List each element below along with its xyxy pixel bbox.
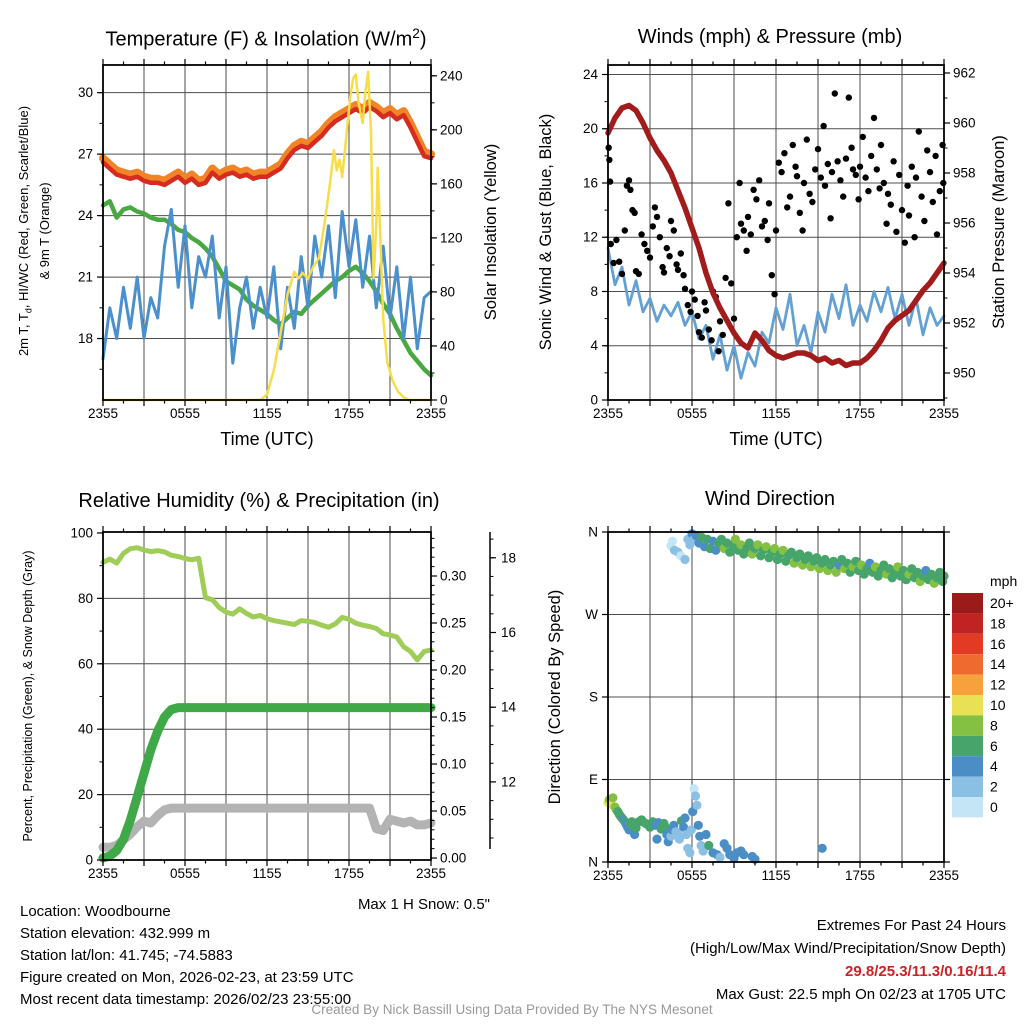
scatter-point-wind-gust (769, 272, 775, 278)
scatter-point-wind-gust (840, 193, 846, 199)
x-axis-label-temp: Time (UTC) (220, 429, 314, 449)
x-tick-label: 0555 (676, 406, 708, 421)
scatter-point-wind-gust (909, 164, 915, 170)
colorbar-swatch (952, 654, 983, 674)
scatter-point-wind-gust (937, 188, 943, 194)
scatter-point-wind-gust (743, 248, 749, 254)
y-tick-label-left: N (588, 854, 598, 870)
y-tick-label-left: 30 (77, 85, 93, 101)
scatter-point-wind-gust (678, 250, 684, 256)
scatter-point-wind-gust (657, 234, 663, 240)
scatter-point-wind-gust (668, 218, 674, 224)
y-tick-label-right: 950 (953, 365, 976, 381)
scatter-point-wind-gust (918, 193, 924, 199)
wind-direction-point (685, 848, 694, 857)
y-tick-label-left: 21 (77, 269, 93, 285)
footer-created: Figure created on Mon, 2026-02-23, at 23:59 UTC (20, 969, 354, 986)
scatter-point-wind-gust (652, 204, 658, 210)
y-tick-label-left: 80 (77, 590, 93, 606)
y-tick-label-left: N (588, 524, 598, 540)
scatter-point-wind-gust (753, 196, 759, 202)
colorbar-tick-label: 8 (990, 717, 998, 734)
scatter-point-wind-gust (799, 227, 805, 233)
x-tick-label: 1755 (844, 868, 876, 883)
scatter-point-wind-gust (794, 173, 800, 179)
y-tick-label-left: 20 (77, 787, 93, 803)
scatter-point-wind-gust (801, 180, 807, 186)
scatter-point-wind-gust (759, 223, 765, 229)
scatter-point-wind-gust (885, 191, 891, 197)
scatter-point-wind-gust (622, 227, 628, 233)
snow-axis-tick-label: 14 (501, 699, 517, 715)
y-tick-label-left: 16 (582, 175, 598, 191)
wind-direction-point (701, 830, 710, 839)
scatter-point-wind-gust (829, 169, 835, 175)
title-superscript: 2 (412, 26, 420, 41)
y-tick-label-right: 0.05 (440, 803, 467, 819)
title-text: ) (419, 28, 427, 51)
scatter-point-wind-gust (916, 128, 922, 134)
y-tick-label-right: 0.20 (440, 662, 467, 678)
scatter-point-wind-gust (664, 245, 670, 251)
scatter-point-wind-gust (610, 260, 616, 266)
wind-direction-point (818, 844, 827, 853)
scatter-point-wind-gust (708, 337, 714, 343)
scatter-point-wind-gust (818, 174, 824, 180)
y-tick-label-right: 952 (953, 315, 976, 331)
y-tick-label-left: W (585, 607, 598, 622)
scatter-point-wind-gust (888, 202, 894, 208)
colorbar-swatch (952, 634, 983, 654)
scatter-point-wind-gust (720, 332, 726, 338)
scatter-point-wind-gust (675, 267, 681, 273)
scatter-point-wind-gust (722, 275, 728, 281)
scatter-point-wind-gust (790, 142, 796, 148)
y-tick-label-left: 40 (77, 721, 93, 737)
scatter-point-wind-gust (636, 271, 642, 277)
y-tick-label-right: 958 (953, 165, 976, 181)
scatter-point-wind-gust (871, 115, 877, 121)
scatter-point-wind-gust (848, 145, 854, 151)
wind-direction-point (680, 813, 689, 822)
snow-axis-tick-label: 12 (501, 774, 517, 790)
chart-title-wind-direction: Wind Direction (704, 488, 836, 510)
scatter-point-wind-gust (827, 215, 833, 221)
y-tick-label-right: 0.25 (440, 615, 467, 631)
scatter-point-wind-gust (738, 221, 744, 227)
scatter-point-wind-gust (876, 185, 882, 191)
footer-elevation: Station elevation: 432.999 m (20, 925, 211, 942)
scatter-point-wind-gust (812, 166, 818, 172)
credit-line: Created By Nick Bassill Using Data Provided By The NYS Mesonet (311, 1002, 713, 1017)
y-tick-label-left: 24 (582, 66, 598, 82)
footer-latlon: Station lat/lon: 41.745; -74.5883 (20, 947, 233, 964)
scatter-point-wind-gust (717, 318, 723, 324)
scatter-point-wind-gust (694, 313, 700, 319)
scatter-point-wind-gust (862, 174, 868, 180)
scatter-point-wind-gust (654, 214, 660, 220)
y-tick-label-left: 27 (77, 146, 93, 162)
scatter-point-wind-gust (850, 166, 856, 172)
scatter-point-wind-gust (904, 183, 910, 189)
x-tick-label: 2355 (592, 868, 624, 883)
scatter-point-wind-gust (815, 146, 821, 152)
scatter-point-wind-gust (715, 348, 721, 354)
wind-direction-point (739, 850, 748, 859)
y-tick-label-left: S (588, 689, 598, 705)
scatter-point-wind-gust (883, 221, 889, 227)
wind-direction-point (692, 801, 701, 810)
x-tick-label: 1755 (333, 866, 365, 881)
footer-location: Location: Woodbourne (20, 903, 171, 920)
colorbar-tick-label: 2 (990, 778, 998, 795)
scatter-point-wind-gust (934, 231, 940, 237)
scatter-point-wind-gust (641, 241, 647, 247)
scatter-point-wind-gust (843, 155, 849, 161)
scatter-point-wind-gust (860, 134, 866, 140)
scatter-point-wind-gust (771, 291, 777, 297)
scatter-point-wind-gust (865, 188, 871, 194)
scatter-point-wind-gust (776, 160, 782, 166)
scatter-point-wind-gust (913, 174, 919, 180)
scatter-point-wind-gust (685, 302, 691, 308)
snow-axis-tick-label: 16 (501, 624, 517, 640)
colorbar-tick-label: 16 (990, 635, 1006, 652)
x-tick-label: 1155 (252, 866, 282, 881)
scatter-point-wind-gust (741, 227, 747, 233)
y-tick-label-left: 100 (70, 525, 93, 541)
scatter-point-wind-gust (804, 136, 810, 142)
colorbar-swatch (952, 613, 983, 633)
scatter-point-wind-gust (773, 227, 779, 233)
scatter-point-wind-gust (680, 272, 686, 278)
x-axis-label-winds: Time (UTC) (729, 429, 823, 449)
scatter-point-wind-gust (825, 161, 831, 167)
x-tick-label: 2355 (87, 866, 119, 881)
axis-label-line1: 2m T, $T_d$, HI/WC (Red, Green, Scarlet/Blue) (16, 105, 34, 357)
scatter-point-wind-gust (703, 307, 709, 313)
scatter-point-wind-gust (701, 299, 707, 305)
scatter-point-wind-gust (748, 231, 754, 237)
y-tick-label-right: 0 (440, 392, 448, 408)
footer-timestamp: Most recent data timestamp: 2026/02/23 23:55:00 (20, 991, 352, 1008)
chart-title-humidity: Relative Humidity (%) & Precipitation (in) (78, 490, 440, 512)
scatter-point-wind-gust (627, 187, 633, 193)
scatter-point-wind-gust (832, 90, 838, 96)
colorbar-tick-label: 10 (990, 697, 1006, 713)
axis-label-direction-left: Direction (Colored By Speed) (546, 589, 564, 805)
colorbar-swatch (952, 756, 983, 776)
scatter-point-wind-gust (820, 123, 826, 129)
y-tick-label-left: 18 (77, 331, 93, 347)
y-tick-label-left: 0 (590, 392, 598, 408)
scatter-point-wind-gust (906, 212, 912, 218)
colorbar-swatch (952, 736, 983, 756)
scatter-point-wind-gust (911, 234, 917, 240)
scatter-point-wind-gust (855, 196, 861, 202)
axis-label-temp-left (16, 41, 52, 421)
colorbar-tick-label: 12 (990, 676, 1006, 693)
scatter-point-wind-gust (750, 187, 756, 193)
scatter-point-wind-gust (837, 177, 843, 183)
scatter-point-wind-gust (666, 253, 672, 259)
scatter-point-wind-gust (781, 150, 787, 156)
scatter-point-wind-gust (846, 94, 852, 100)
scatter-point-wind-gust (728, 280, 734, 286)
scatter-point-wind-gust (762, 218, 768, 224)
scatter-point-wind-gust (778, 169, 784, 175)
x-tick-label: 2355 (928, 868, 960, 883)
colorbar-tick-label: 6 (990, 737, 998, 754)
y-tick-label-left: 0 (85, 852, 93, 868)
colorbar-swatch (952, 593, 983, 613)
wind-direction-point (668, 537, 677, 546)
chart-title-temperature (60, 26, 472, 52)
colorbar-tick-label: 4 (990, 758, 998, 775)
y-tick-label-right: 0.10 (440, 756, 467, 772)
chart-title-winds: Winds (mph) & Pressure (mb) (637, 26, 903, 48)
scatter-point-wind-gust (626, 177, 632, 183)
colorbar-unit-label: mph (990, 573, 1018, 589)
scatter-point-wind-gust (787, 193, 793, 199)
scatter-point-wind-gust (706, 326, 712, 332)
x-tick-label: 1755 (844, 406, 876, 421)
scatter-point-wind-gust (613, 237, 619, 243)
colorbar-swatch (952, 777, 983, 797)
scatter-point-wind-gust (893, 229, 899, 235)
scatter-point-wind-gust (822, 183, 828, 189)
axis-label-pressure-right: Station Pressure (Maroon) (990, 135, 1008, 329)
y-tick-label-right: 80 (440, 284, 456, 300)
scatter-point-wind-gust (638, 231, 644, 237)
extremes-title: Extremes For Past 24 Hours (816, 917, 1006, 934)
scatter-point-wind-gust (797, 210, 803, 216)
wind-direction-point (715, 853, 724, 862)
scatter-point-wind-gust (756, 177, 762, 183)
extremes-values: 29.8/25.3/11.3/0.16/11.4 (845, 963, 1006, 980)
scatter-point-wind-gust (809, 199, 815, 205)
scatter-point-wind-gust (927, 169, 933, 175)
x-tick-label: 1155 (252, 406, 282, 421)
axis-label-insolation-right: Solar Insolation (Yellow) (482, 143, 500, 321)
scatter-point-wind-gust (692, 296, 698, 302)
scatter-point-wind-gust (878, 142, 884, 148)
x-tick-label: 0555 (676, 868, 708, 883)
y-tick-label-right: 960 (953, 115, 976, 131)
y-tick-label-right: 962 (953, 65, 976, 81)
scatter-point-wind-gust (696, 329, 702, 335)
colorbar-swatch (952, 675, 983, 695)
scatter-point-wind-gust (745, 214, 751, 220)
scatter-point-wind-gust (792, 164, 798, 170)
scatter-point-wind-gust (902, 240, 908, 246)
scatter-point-wind-gust (631, 210, 637, 216)
wind-direction-point (608, 793, 617, 802)
scatter-point-wind-gust (853, 172, 859, 178)
x-tick-label: 0555 (169, 406, 201, 421)
scatter-point-wind-gust (881, 180, 887, 186)
scatter-point-wind-gust (687, 309, 693, 315)
y-tick-label-right: 120 (440, 230, 463, 246)
x-tick-label: 2355 (592, 406, 624, 421)
scatter-point-wind-gust (734, 234, 740, 240)
scatter-point-wind-gust (834, 158, 840, 164)
x-tick-label: 2355 (87, 406, 119, 421)
scatter-point-wind-gust (689, 288, 695, 294)
y-tick-label-left: 8 (590, 283, 598, 299)
scatter-point-wind-gust (766, 200, 772, 206)
scatter-point-wind-gust (731, 315, 737, 321)
wind-direction-point (691, 791, 700, 800)
extremes-subtitle: (High/Low/Max Wind/Precipitation/Snow Depth) (690, 940, 1006, 957)
scatter-point-wind-gust (682, 286, 688, 292)
max-gust-note: Max Gust: 22.5 mph On 02/23 at 1705 UTC (715, 986, 1006, 1003)
title-text: Temperature (F) & Insolation (W/m (105, 28, 413, 51)
snow-axis-tick-label: 18 (501, 550, 517, 566)
scatter-point-wind-gust (857, 164, 863, 170)
scatter-point-wind-gust (868, 153, 874, 159)
x-tick-label: 0555 (169, 866, 201, 881)
y-tick-label-right: 954 (953, 265, 976, 281)
scatter-point-wind-gust (896, 172, 902, 178)
scatter-point-wind-gust (644, 248, 650, 254)
scatter-point-wind-gust (619, 271, 625, 277)
scatter-point-wind-gust (736, 180, 742, 186)
scatter-point-wind-gust (899, 207, 905, 213)
colorbar-tick-label: 0 (990, 799, 998, 815)
y-tick-label-left: 60 (77, 656, 93, 672)
scatter-point-wind-gust (932, 153, 938, 159)
colorbar-tick-label: 18 (990, 615, 1006, 632)
scatter-point-wind-gust (784, 204, 790, 210)
scatter-point-wind-gust (647, 254, 653, 260)
y-tick-label-right: 0.00 (440, 850, 467, 866)
colorbar-swatch (952, 695, 983, 715)
wind-direction-point (680, 555, 689, 564)
scatter-point-wind-gust (650, 223, 656, 229)
x-tick-label: 1155 (761, 868, 791, 883)
scatter-point-wind-gust (921, 218, 927, 224)
axis-label-line2: & 9m T (Orange) (36, 182, 52, 280)
colorbar-swatch (952, 715, 983, 735)
y-tick-label-right: 0.30 (440, 568, 467, 584)
scatter-point-wind-gust (673, 261, 679, 267)
colorbar-swatch (952, 797, 983, 817)
y-tick-label-right: 160 (440, 176, 463, 192)
colorbar-tick-label: 14 (990, 656, 1006, 673)
scatter-point-wind-gust (659, 264, 665, 270)
y-tick-label-right: 200 (440, 122, 463, 138)
y-tick-label-left: 24 (77, 208, 93, 224)
scatter-point-wind-gust (616, 259, 622, 265)
y-tick-label-right: 956 (953, 215, 976, 231)
y-tick-label-left: E (588, 772, 598, 787)
wind-direction-point (652, 835, 661, 844)
y-tick-label-left: 20 (582, 121, 598, 137)
y-tick-label-right: 240 (440, 68, 463, 84)
scatter-point-wind-gust (874, 166, 880, 172)
axis-label-rh-left: Percent, Precipitation (Green), & Snow Depth (Gray) (21, 550, 35, 842)
y-tick-label-left: 4 (590, 338, 598, 354)
x-tick-label: 2355 (928, 406, 960, 421)
axis-label-wind-left: Sonic Wind & Gust (Blue, Black) (537, 113, 555, 351)
scatter-point-wind-gust (661, 269, 667, 275)
scatter-point-wind-gust (930, 199, 936, 205)
scatter-point-wind-gust (806, 191, 812, 197)
x-tick-label: 2355 (415, 406, 447, 421)
y-tick-label-right: 40 (440, 338, 456, 354)
x-tick-label: 2355 (415, 866, 447, 881)
scatter-point-wind-gust (699, 334, 705, 340)
x-tick-label: 1155 (761, 406, 791, 421)
scatter-point-wind-gust (671, 227, 677, 233)
x-tick-label: 1755 (333, 406, 365, 421)
wind-direction-point (694, 821, 703, 830)
y-tick-label-left: 12 (582, 229, 598, 245)
scatter-point-wind-gust (890, 158, 896, 164)
colorbar-tick-label: 20+ (990, 595, 1014, 611)
scatter-point-wind-gust (725, 200, 731, 206)
y-tick-label-right: 0.15 (440, 709, 467, 725)
scatter-point-wind-gust (924, 147, 930, 153)
max-snow-note: Max 1 H Snow: 0.5" (357, 896, 490, 913)
scatter-point-wind-gust (764, 237, 770, 243)
